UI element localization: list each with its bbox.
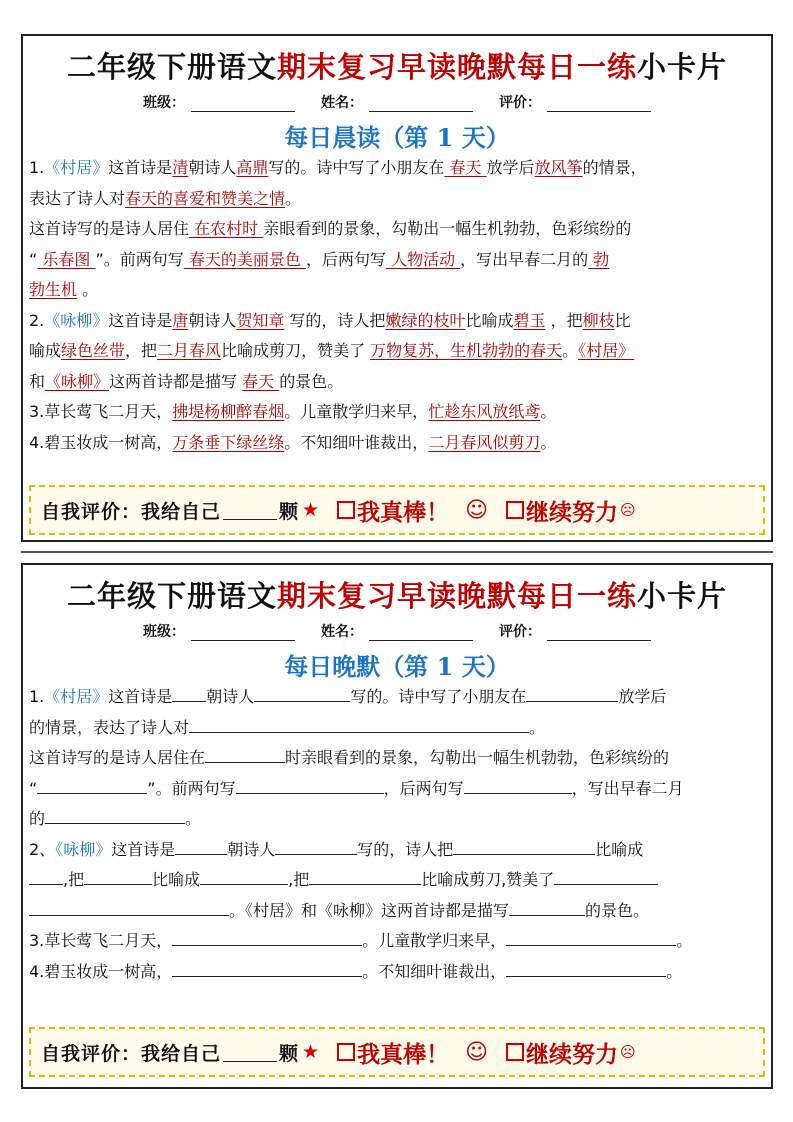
q1-line1 (29, 682, 765, 713)
text-morning-q1-a-vital2: 勃生机 (29, 280, 78, 299)
answer-blank[interactable] (554, 868, 658, 885)
text-morning-q1-a-poet: 高鼎 (236, 158, 269, 177)
text-evening-q2-t2: 朝诗人 (227, 839, 276, 859)
text-title-pre: 二年级下册语文 (66, 579, 277, 613)
text-morning-q4-t1: 4.碧玉妆成一树高， (29, 432, 173, 452)
text-morning-q1-a-dynasty: 清 (172, 158, 189, 177)
keep-trying-checkbox[interactable] (506, 501, 524, 519)
text-morning-q1-a-pic: 乐春图 (37, 249, 96, 269)
text-morning-q1-a-first: 春天的美丽景色 (183, 249, 306, 269)
text-evening-q1-t4: 放学后 (618, 687, 667, 706)
text-morning-q2-t6: 比 (614, 310, 631, 330)
text-morning-q2-t3: 写的，诗人把 (284, 310, 386, 330)
text-title-pre: 二年级下册语文 (66, 50, 277, 84)
text-evening-q2-t4: 比喻成 (595, 839, 644, 859)
text-morning-q2-t8: ，把 (125, 341, 158, 360)
text-morning-q1-t6: 表达了诗人对 (29, 188, 126, 208)
rating-field[interactable] (499, 621, 651, 641)
q4-line (29, 428, 765, 459)
text-morning-q2-poem: 《咏柳》 (44, 310, 109, 330)
text-morning-q1-t5: 的情景， (582, 158, 647, 177)
evening-card (21, 563, 773, 1089)
text-morning-q2-t12: 这两首诗都是描写 (109, 371, 243, 391)
text-info-rating-label: 评价： (499, 95, 541, 111)
answer-blank[interactable] (509, 899, 585, 916)
answer-blank[interactable] (172, 960, 362, 977)
text-morning-q2-a-ribbon: 绿色丝带 (61, 341, 126, 360)
morning-body (23, 153, 771, 458)
name-field[interactable] (321, 92, 473, 112)
evening-body (23, 682, 771, 987)
text-evening-q2-poem: 《咏柳》 (55, 839, 112, 859)
smile-icon: ☺ (465, 497, 489, 523)
q1-line5 (29, 804, 765, 835)
self-evaluation-box (29, 1027, 765, 1077)
text-morning-q1-a-feeling: 春天的喜爱和赞美之情 (125, 188, 286, 208)
text-evening-q2-t6: 比喻成 (152, 870, 201, 889)
text-evening-q2-t3: 写的，诗人把 (357, 839, 454, 859)
answer-blank[interactable] (45, 807, 185, 824)
text-title-mid: 期末复习早读晚默每日一练 (276, 579, 637, 613)
text-morning-q1-t14: 。 (77, 280, 99, 299)
answer-blank[interactable] (464, 777, 572, 794)
answer-blank[interactable] (37, 777, 147, 794)
text-evening-q1-t9: “ (29, 778, 38, 798)
text-evening-q1-t3: 写的。诗中写了小朋友在 (350, 687, 527, 706)
text-evening-q1-t6: 。 (529, 717, 546, 737)
text-morning-q2-a-poet: 贺知章 (236, 310, 285, 330)
text-evening-q2-no: 2、 (29, 839, 56, 859)
class-field[interactable] (143, 621, 295, 641)
text-morning-q3-t1: 3.草长莺飞二月天， (29, 402, 173, 421)
text-morning-q2-t1: 这首诗是 (108, 310, 173, 330)
q4-line (29, 957, 765, 988)
q1-line3 (29, 214, 765, 245)
q3-line (29, 926, 765, 957)
class-field[interactable] (143, 92, 295, 112)
answer-blank[interactable] (29, 899, 229, 916)
text-evening-q1-t7: 这首诗写的是诗人居住在 (29, 748, 206, 767)
text-morning-q3-t2: 。儿童散学归来早， (284, 402, 429, 421)
text-morning-q2-no: 2. (29, 310, 45, 330)
text-self-eval-unit: 颗 (279, 1042, 299, 1065)
text-evening-q3-t1: 3.草长莺飞二月天， (29, 931, 173, 950)
answer-blank[interactable] (453, 838, 595, 855)
answer-blank[interactable] (506, 929, 676, 946)
text-evening-q2-t8: 比喻成剪刀,赞美了 (421, 870, 555, 889)
star-icon: ★ (302, 1041, 320, 1063)
q2-line3 (29, 367, 765, 398)
morning-card (21, 34, 773, 542)
card-title (23, 45, 771, 86)
answer-blank[interactable] (309, 868, 421, 885)
text-morning-q1-t7: 。 (285, 188, 302, 208)
text-title-post: 小卡片 (637, 50, 728, 84)
text-morning-q1-t2: 朝诗人 (188, 158, 237, 177)
text-evening-q1-poem: 《村居》 (44, 687, 109, 706)
q1-line3 (29, 743, 765, 774)
q1-line4 (29, 774, 765, 805)
text-morning-q3-a1: 拂堤杨柳醉春烟 (172, 402, 285, 421)
text-morning-q2-a-willow: 柳枝 (582, 310, 615, 330)
answer-blank[interactable] (175, 838, 227, 855)
text-morning-q4-a2: 二月春风似剪刀 (428, 432, 541, 452)
text-info-class-label: 班级： (143, 95, 185, 111)
text-evening-q2-t1: 这首诗是 (111, 839, 176, 859)
card-separator (21, 551, 773, 553)
text-morning-q2-t13: 的景色。 (279, 371, 344, 391)
answer-blank[interactable] (254, 685, 350, 702)
q2-line1 (29, 835, 765, 866)
text-morning-q1-t11: ”。前两句写 (95, 249, 184, 269)
answer-blank[interactable] (29, 868, 63, 885)
text-morning-q2-t7: 喻成 (29, 341, 62, 360)
text-self-eval-great: 我真棒！ (357, 498, 450, 526)
text-morning-q2-a-wind: 二月春风 (157, 341, 222, 360)
text-evening-q2-t10: 的景色。 (585, 900, 650, 920)
text-morning-q2-t10: 。 (562, 341, 579, 360)
text-morning-q2-t4: 比喻成 (465, 310, 514, 330)
text-evening-q4-t3: 。 (666, 961, 683, 981)
text-morning-q2-p2: 《咏柳》 (45, 371, 110, 391)
info-row (23, 92, 771, 112)
rating-field[interactable] (499, 92, 651, 112)
answer-blank[interactable] (205, 746, 285, 763)
answer-blank[interactable] (506, 960, 666, 977)
answer-blank[interactable] (189, 716, 529, 733)
text-morning-q1-a-place: 在农村时 (189, 219, 264, 238)
name-field[interactable] (321, 621, 473, 641)
info-row (23, 621, 771, 641)
text-morning-q3-a2: 忙趁东风放纸鸢 (428, 402, 541, 421)
text-self-eval-unit: 颗 (279, 500, 299, 523)
q2-line2 (29, 865, 765, 896)
text-morning-q1-t1: 这首诗是 (108, 158, 173, 177)
text-morning-q2-a-dynasty: 唐 (172, 310, 189, 330)
text-evening-q1-t8: 时亲眼看到的景象，勾勒出一幅生机勃勃，色彩缤纷的 (285, 748, 670, 767)
section-subtitle: 每日晨读（第 1 天） (284, 123, 510, 152)
text-morning-q1-a-season: 春天 (444, 158, 487, 177)
text-info-class-label: 班级： (143, 624, 185, 640)
great-checkbox[interactable] (337, 501, 355, 519)
text-morning-q4-t2: 。不知细叶谁裁出， (284, 432, 429, 452)
answer-blank[interactable] (526, 685, 618, 702)
star-count-blank[interactable] (223, 501, 277, 520)
text-morning-q1-poem: 《村居》 (44, 158, 109, 177)
frown-icon: ☹ (620, 501, 636, 519)
text-morning-q1-t9: 亲眼看到的景象，勾勒出一幅生机勃勃，色彩缤纷的 (263, 219, 632, 238)
text-morning-q2-a-branch: 嫩绿的枝叶 (385, 310, 466, 330)
text-evening-q3-t2: 。儿童散学归来早， (362, 931, 507, 950)
q1-line5 (29, 275, 765, 306)
text-evening-q2-t7: ,把 (288, 870, 310, 889)
text-morning-q1-t12: ，后两句写 (305, 249, 386, 269)
text-evening-q1-t11: ，后两句写 (383, 778, 464, 798)
answer-blank[interactable] (200, 868, 288, 885)
text-evening-q4-t2: 。不知细叶谁裁出， (362, 961, 507, 981)
text-morning-q1-t8: 这首诗写的是诗人居住 (29, 219, 190, 238)
text-morning-q1-t13: ，写出早春二月的 (460, 249, 589, 269)
text-evening-q1-t5: 的情景，表达了诗人对 (29, 717, 190, 737)
text-morning-q2-p1: 《村居》 (578, 341, 635, 360)
text-morning-q1-t10: “ (29, 249, 38, 269)
text-evening-q1-t13: 的 (29, 809, 46, 828)
star-icon: ★ (302, 499, 320, 521)
text-self-eval-keep: 继续努力 (526, 498, 619, 526)
great-checkbox[interactable] (337, 1043, 355, 1061)
text-morning-q1-a-kite: 放风筝 (534, 158, 583, 177)
answer-blank[interactable] (275, 838, 357, 855)
text-morning-q1-a-vital1: 勃 (588, 249, 610, 269)
text-evening-q1-no: 1. (29, 687, 45, 706)
q1-line2 (29, 184, 765, 215)
card-title (23, 574, 771, 615)
answer-blank[interactable] (172, 685, 206, 702)
text-morning-q2-t9: 比喻成剪刀，赞美了 (221, 341, 371, 360)
text-morning-q2-t5: ，把 (545, 310, 583, 330)
text-info-rating-label: 评价： (499, 624, 541, 640)
text-self-eval-label: 自我评价：我给自己 (41, 1042, 222, 1065)
text-evening-q1-t12: ，写出早春二月 (571, 778, 684, 798)
text-morning-q1-t3: 写的。诗中写了小朋友在 (268, 158, 445, 177)
text-morning-q1-no: 1. (29, 158, 45, 177)
text-morning-q3-t3: 。 (540, 402, 557, 421)
text-evening-q2-t9: 。《村居》和《咏柳》这两首诗都是描写 (229, 900, 510, 920)
keep-trying-checkbox[interactable] (506, 1043, 524, 1061)
text-title-post: 小卡片 (637, 579, 728, 613)
q1-line1 (29, 153, 765, 184)
answer-blank[interactable] (172, 929, 362, 946)
smile-icon: ☺ (465, 1039, 489, 1065)
text-morning-q2-a-jade: 碧玉 (513, 310, 546, 330)
text-self-eval-label: 自我评价：我给自己 (41, 500, 222, 523)
text-evening-q3-t3: 。 (676, 931, 693, 950)
q2-line3 (29, 896, 765, 927)
text-morning-q1-a-second: 人物活动 (385, 249, 461, 269)
section-subtitle: 每日晚默（第 1 天） (284, 652, 510, 681)
frown-icon: ☹ (620, 1043, 636, 1061)
text-evening-q4-t1: 4.碧玉妆成一树高， (29, 961, 173, 981)
text-evening-q1-t1: 这首诗是 (108, 687, 173, 706)
text-morning-q2-a-spring: 春天 (242, 371, 280, 391)
text-morning-q2-a-praise: 万物复苏，生机勃勃的春天 (370, 341, 563, 360)
text-info-name-label: 姓名： (321, 95, 363, 111)
text-title-mid: 期末复习早读晚默每日一练 (276, 50, 637, 84)
q3-line (29, 397, 765, 428)
star-count-blank[interactable] (223, 1043, 277, 1062)
text-self-eval-keep: 继续努力 (526, 1040, 619, 1068)
text-self-eval-great: 我真棒！ (357, 1040, 450, 1068)
answer-blank[interactable] (84, 868, 152, 885)
q1-line4 (29, 245, 765, 276)
text-morning-q2-t2: 朝诗人 (188, 310, 237, 330)
text-evening-q1-t10: ”。前两句写 (147, 778, 236, 798)
text-morning-q4-a1: 万条垂下绿丝绦 (172, 432, 285, 452)
q2-line1 (29, 306, 765, 337)
answer-blank[interactable] (236, 777, 384, 794)
text-evening-q1-t2: 朝诗人 (206, 687, 255, 706)
self-evaluation-box (29, 485, 765, 535)
text-evening-q1-t14: 。 (185, 809, 202, 828)
text-morning-q1-t4: 放学后 (486, 158, 535, 177)
q1-line2 (29, 713, 765, 744)
text-evening-q2-t5: ,把 (63, 870, 85, 889)
text-morning-q2-t11: 和 (29, 371, 46, 391)
q2-line2 (29, 336, 765, 367)
text-morning-q4-t3: 。 (540, 432, 557, 452)
text-info-name-label: 姓名： (321, 624, 363, 640)
